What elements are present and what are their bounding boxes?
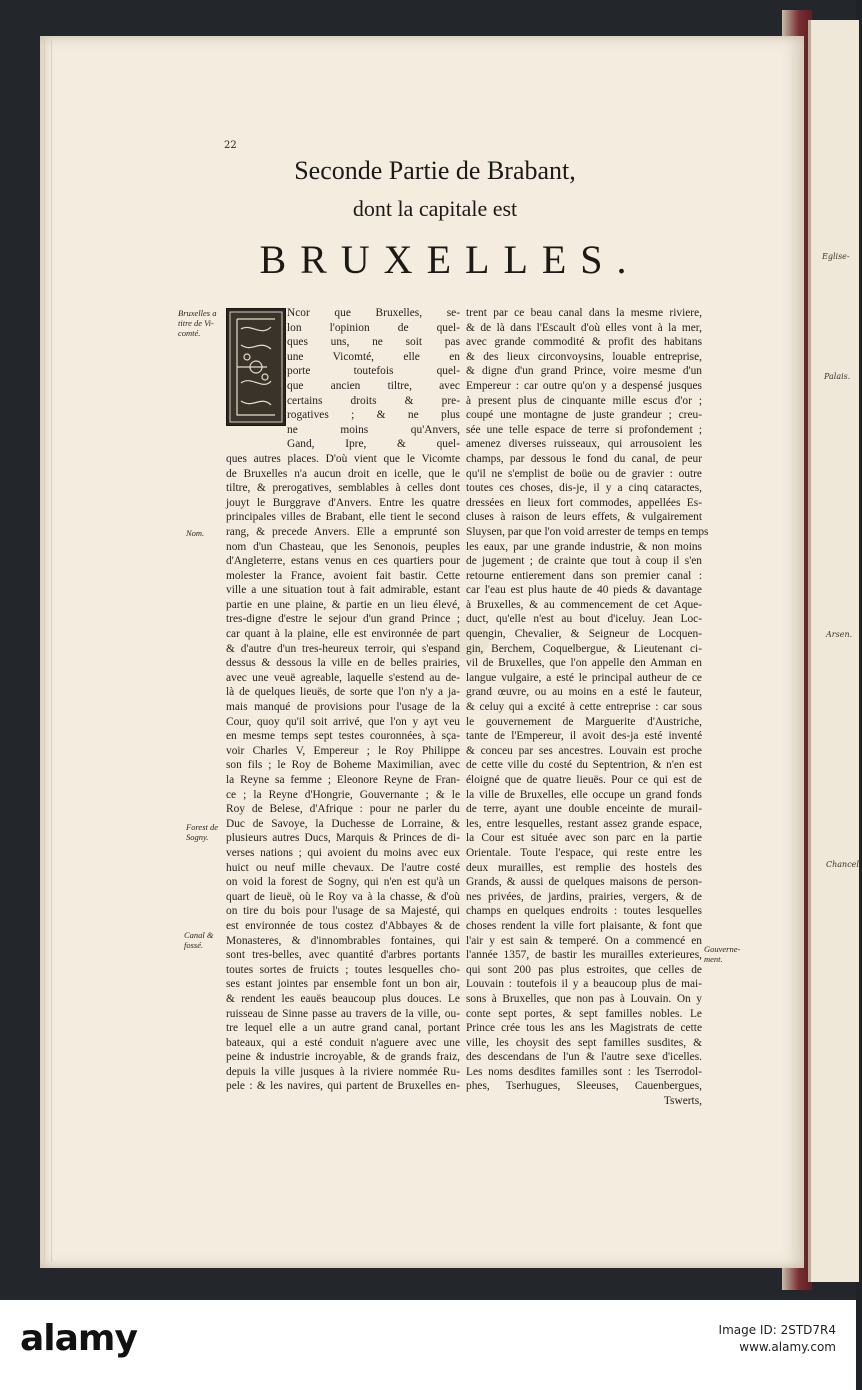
text-line: le gouvernement de Marguerite d'Austriche, — [466, 715, 702, 728]
text-line: dessus & dessous la ville en de belles prairies, — [226, 657, 460, 670]
text-line: tiltre, & prerogatives, semblables à celles dont — [226, 482, 460, 495]
text-line: à present plus de cinquante mille escus d'or ; — [466, 394, 702, 407]
text-line: qui sont 200 pas plus estroites, que celles de — [466, 963, 702, 976]
text-line: grand œuvre, ou au moins en a esté le fauteur, — [466, 686, 702, 699]
text-line: cluses à raison de leurs effets, & vulgairement — [466, 511, 702, 524]
text-line: Roy de Belese, d'Afrique : pour ne parler du — [226, 803, 460, 816]
text-line: une Vicomté, elle en — [287, 350, 460, 363]
text-line: choses rendent la ville fort plaisante, & font que — [466, 919, 702, 932]
text-line: jouyt le Burggrave d'Anvers. Entre les quatre — [226, 496, 460, 509]
text-line: que ancien tiltre, avec — [287, 379, 460, 392]
text-line: Duc de Savoye, la Duchesse de Lorraine, & — [226, 817, 460, 830]
text-line: est environnée de tous costez d'Abbayes & de — [226, 919, 460, 932]
text-line: & conceu par ses ancestres. Louvain est proche — [466, 744, 702, 757]
text-line: d'Angleterre, estans venus en ces quartiers pour — [226, 555, 460, 568]
image-id: Image ID: 2STD7R4 — [718, 1323, 836, 1337]
facing-page-note: Chancel- — [826, 860, 862, 869]
text-line: retourne entierement dans son premier canal : — [466, 569, 702, 582]
text-line: plusieurs autres Ducs, Marquis & Princes de di- — [226, 832, 460, 845]
text-line: verses nations ; qui avoient du moins avec eux — [226, 846, 460, 859]
text-line: dressées en lieux fort commodes, appellées Es- — [466, 496, 702, 509]
text-line: voir Charles V, Empereur ; le Roy Philippe — [226, 744, 460, 757]
text-line: depuis la ville jusques à la riviere nommée Ru- — [226, 1065, 460, 1078]
text-line: Prince crée tous les ans les Magistrats de cette — [466, 1022, 702, 1035]
text-line: peine & industrie incroyable, & de grands fraiz, — [226, 1051, 460, 1064]
text-line: Orientale. Toute l'espace, qui reste entre les — [466, 846, 702, 859]
text-line: la ville de Bruxelles, elle occupe un grand fonds — [466, 788, 702, 801]
text-line: la Cour est située avec son parc en la partie — [466, 832, 702, 845]
stock-meta — [719, 1322, 836, 1356]
text-line: ruisseau de Sinne passe au travers de la ville, ou- — [226, 1007, 460, 1020]
text-line: & des lieux circonvoysins, louable entreprise, — [466, 350, 702, 363]
text-line: Sluysen, par que l'on void arrester de temps en temps — [466, 525, 709, 538]
text-line: rang, & precede Anvers. Elle a emprunté son — [226, 525, 460, 538]
text-line: gin, Berchem, Coquelbergue, & Lieutenant ci- — [466, 642, 702, 655]
text-line: ville a une situation tout à fait admirable, estant — [226, 584, 460, 597]
text-line: Ncor que Bruxelles, se- — [287, 307, 460, 319]
text-line: nes privées, de jardins, prairies, vergers, & de — [466, 890, 702, 903]
text-line: duct, qu'elle n'est au bout d'iceluy. Jean Loc- — [466, 613, 702, 626]
text-line: les eaux, par une grande industrie, & non moins — [466, 540, 702, 553]
alamy-logo: alamy — [20, 1318, 137, 1359]
text-line: vil de Bruxelles, que l'on appelle den Amman en — [466, 657, 702, 670]
text-line: pele : & les navires, qui partent de Bruxelles en- — [226, 1080, 460, 1093]
margin-note-nom: Nom. — [186, 528, 205, 538]
text-line: trent par ce beau canal dans la mesme riviere, — [466, 307, 702, 319]
text-line: ques autres places. D'où vient que le Vicomte — [226, 452, 460, 465]
text-line: quengin, Chevalier, & Seigneur de Locquen- — [466, 628, 702, 641]
text-line: phes, Tserhugues, Sleeuses, Cauenbergues, — [466, 1080, 702, 1093]
text-line: amenez diverses ruisseaux, qui arrousoient les — [466, 438, 702, 451]
text-line: champs, par dessous le fond du canal, de peur — [466, 452, 702, 465]
text-line: les, entre lesquelles, restant assez grande espace, — [466, 817, 702, 830]
text-line: coupé une montagne de juste grandeur ; creu- — [466, 409, 702, 422]
text-line: principales villes de Brabant, elle tient le second — [226, 511, 460, 524]
text-line: Tswerts, — [663, 1095, 702, 1108]
text-line: de cette ville du costé du Septentrion, & n'en est — [466, 759, 702, 772]
page-title-line1: Seconde Partie de Brabant, — [294, 156, 576, 185]
text-line: Empereur : car outre qu'on y a despensé jusques — [466, 379, 702, 392]
text-line: à Bruxelles, & au commencement de cet Aque- — [466, 598, 702, 611]
text-line: molester la France, avoient fait bastir. Cette — [226, 569, 460, 582]
text-line: on tire du bois pour l'usage de sa Majesté, qui — [226, 905, 460, 918]
text-line: ce ; la Reyne d'Hongrie, Gouvernante ; & le — [226, 788, 460, 801]
margin-note-vicomte: Bruxelles a titre de Vi-comté. — [178, 308, 217, 338]
text-line: de jugement ; de crainte que tout à coup il s'en — [466, 555, 702, 568]
text-line: sont tres-belles, avec quantité d'arbres portants — [226, 949, 460, 962]
facing-page-note: Arsen. — [826, 630, 853, 639]
margin-note-gouvernement: Gouverne-ment. — [704, 944, 741, 964]
text-line: Louvain : toutefois il y a beaucoup plus de mai- — [466, 978, 702, 991]
text-line: & celuy qui a excité à cette entreprise : car sous — [466, 701, 702, 714]
right-text-column — [466, 306, 709, 1109]
text-line: mais manqué de provisions pour l'usage de la — [226, 701, 460, 714]
facing-page-note: Palais. — [824, 372, 851, 381]
text-line: & de là dans l'Escault d'où elles vont à la mer, — [466, 321, 702, 334]
text-line: langue vulgaire, a esté le principal autheur de ce — [466, 671, 702, 684]
text-line: toutes sortes de fruicts ; toutes lesquelles cho- — [226, 963, 460, 976]
text-line: & d'autre d'un tres-heureux terroir, qui s'espand — [226, 642, 460, 655]
text-line: conte sept portes, & sept familles nobles. Le — [466, 1007, 702, 1020]
text-line: porte toutefois quel- — [287, 365, 460, 378]
text-line: Cour, quoy qu'il soit arrivé, que l'on y ayt veu — [226, 715, 460, 728]
text-line: champs en quelques endroits : toutes lesquelles — [466, 905, 702, 918]
text-line: huict ou neuf mille chevaux. De l'autre costé — [226, 861, 460, 874]
text-line: quart de lieuë, où le Roy va à la chasse, & d'où — [226, 890, 460, 903]
text-line: son fils ; le Roy de Boheme Maximilian, avec — [226, 759, 460, 772]
text-line: Gand, Ipre, & quel- — [287, 438, 460, 451]
text-line: éloigné que de quatre lieuës. Pour ce qui est de — [466, 774, 702, 786]
margin-note-canal: Canal & fossé. — [184, 930, 214, 950]
stock-url: www.alamy.com — [739, 1340, 836, 1354]
text-line: avec grande commodité & profit des habitans — [466, 336, 702, 349]
page-edge — [44, 40, 52, 1262]
text-line: ques uns, ne soit pas — [287, 336, 460, 349]
text-line: car quant à la plaine, elle est environnée de part — [226, 628, 460, 641]
text-line: toutes ces choses, dis-je, il y a cinq cataractes, — [466, 482, 702, 495]
text-line: partie en une plaine, & partie en un lieu élevé, — [226, 598, 460, 611]
text-line: qu'il ne s'emplist de boüe ou de gravier : outre — [466, 467, 702, 480]
text-line: lon l'opinion de quel- — [287, 321, 460, 334]
text-line: Monasteres, & d'innombrables fontaines, qui — [226, 934, 460, 947]
text-line: tante de l'Empereur, il avoit des-ja esté inventé — [466, 730, 702, 743]
text-line: & digne d'un grand Prince, voire mesme d'un — [466, 365, 702, 378]
text-line: là de quelques lieuës, de sorte que l'on n'y a ja- — [226, 686, 460, 699]
text-line: ses estant jointes par ensemble font un bon air, — [226, 978, 460, 991]
dropcap-wrap-lines — [226, 306, 460, 452]
text-line: l'air y est sain & temperé. On a commencé en — [466, 934, 702, 947]
text-line: car l'eau est plus haute de 40 pieds & davantage — [466, 584, 702, 597]
text-line: Grands, & aussi de quelques maisons de person- — [466, 876, 702, 889]
text-line: ne moins qu'Anvers, — [287, 423, 460, 436]
facing-page-edge — [808, 20, 859, 1282]
facing-page-note: Eglise- — [822, 252, 850, 261]
text-line: des descendans de l'un & l'autre sexe d'icelles. — [466, 1051, 702, 1064]
text-line: & rendent les eauës beaucoup plus douces. Le — [226, 992, 460, 1005]
text-line: de terre, ayant une double enceinte de murail- — [466, 803, 702, 816]
text-line: de Bruxelles n'a aucun droit en icelle, que le — [226, 467, 460, 480]
text-line: avec une veuë agreable, laquelle s'estend au de- — [226, 671, 460, 684]
text-line: ville, les choysit des sept familles susdites, & — [466, 1036, 702, 1049]
text-line: Les noms desdites familles sont : les Tserrodol- — [466, 1065, 702, 1078]
text-line: nom d'un Chasteau, que les Senonois, peuples — [226, 540, 460, 553]
page-title-line2: dont la capitale est — [352, 196, 518, 221]
page-title-city: BRUXELLES. — [259, 237, 641, 282]
text-line: deux murailles, est remplie des hostels des — [466, 861, 702, 874]
text-line: rogatives ; & ne plus — [287, 409, 460, 422]
text-line: en mesme temps sept testes couronnées, à sça- — [226, 730, 460, 743]
text-line: certains droits & pre- — [287, 394, 460, 407]
margin-note-forest: Forest de Sogny. — [186, 822, 219, 842]
text-line: tres-digne d'estre le sejour d'un grand Prince ; — [226, 613, 460, 626]
text-line: bateaux, qui a esté conduit n'aguere avec une — [226, 1036, 460, 1049]
left-text-column — [226, 306, 460, 1094]
text-line: sée une telle espace de terre si profondement ; — [466, 423, 702, 436]
page-number: 22 — [224, 140, 237, 151]
text-line: tre lequel elle a un autre grand canal, portant — [226, 1022, 460, 1035]
text-line: la Reyne sa femme ; Eleonore Reyne de Fran- — [226, 774, 460, 786]
text-line: l'année 1357, de bastir les murailles exterieures, — [466, 949, 702, 962]
text-line: on void la forest de Sogny, qui n'en est qu'à un — [226, 876, 460, 889]
text-line: sons à Bruxelles, que non pas à Louvain. On y — [466, 992, 702, 1005]
